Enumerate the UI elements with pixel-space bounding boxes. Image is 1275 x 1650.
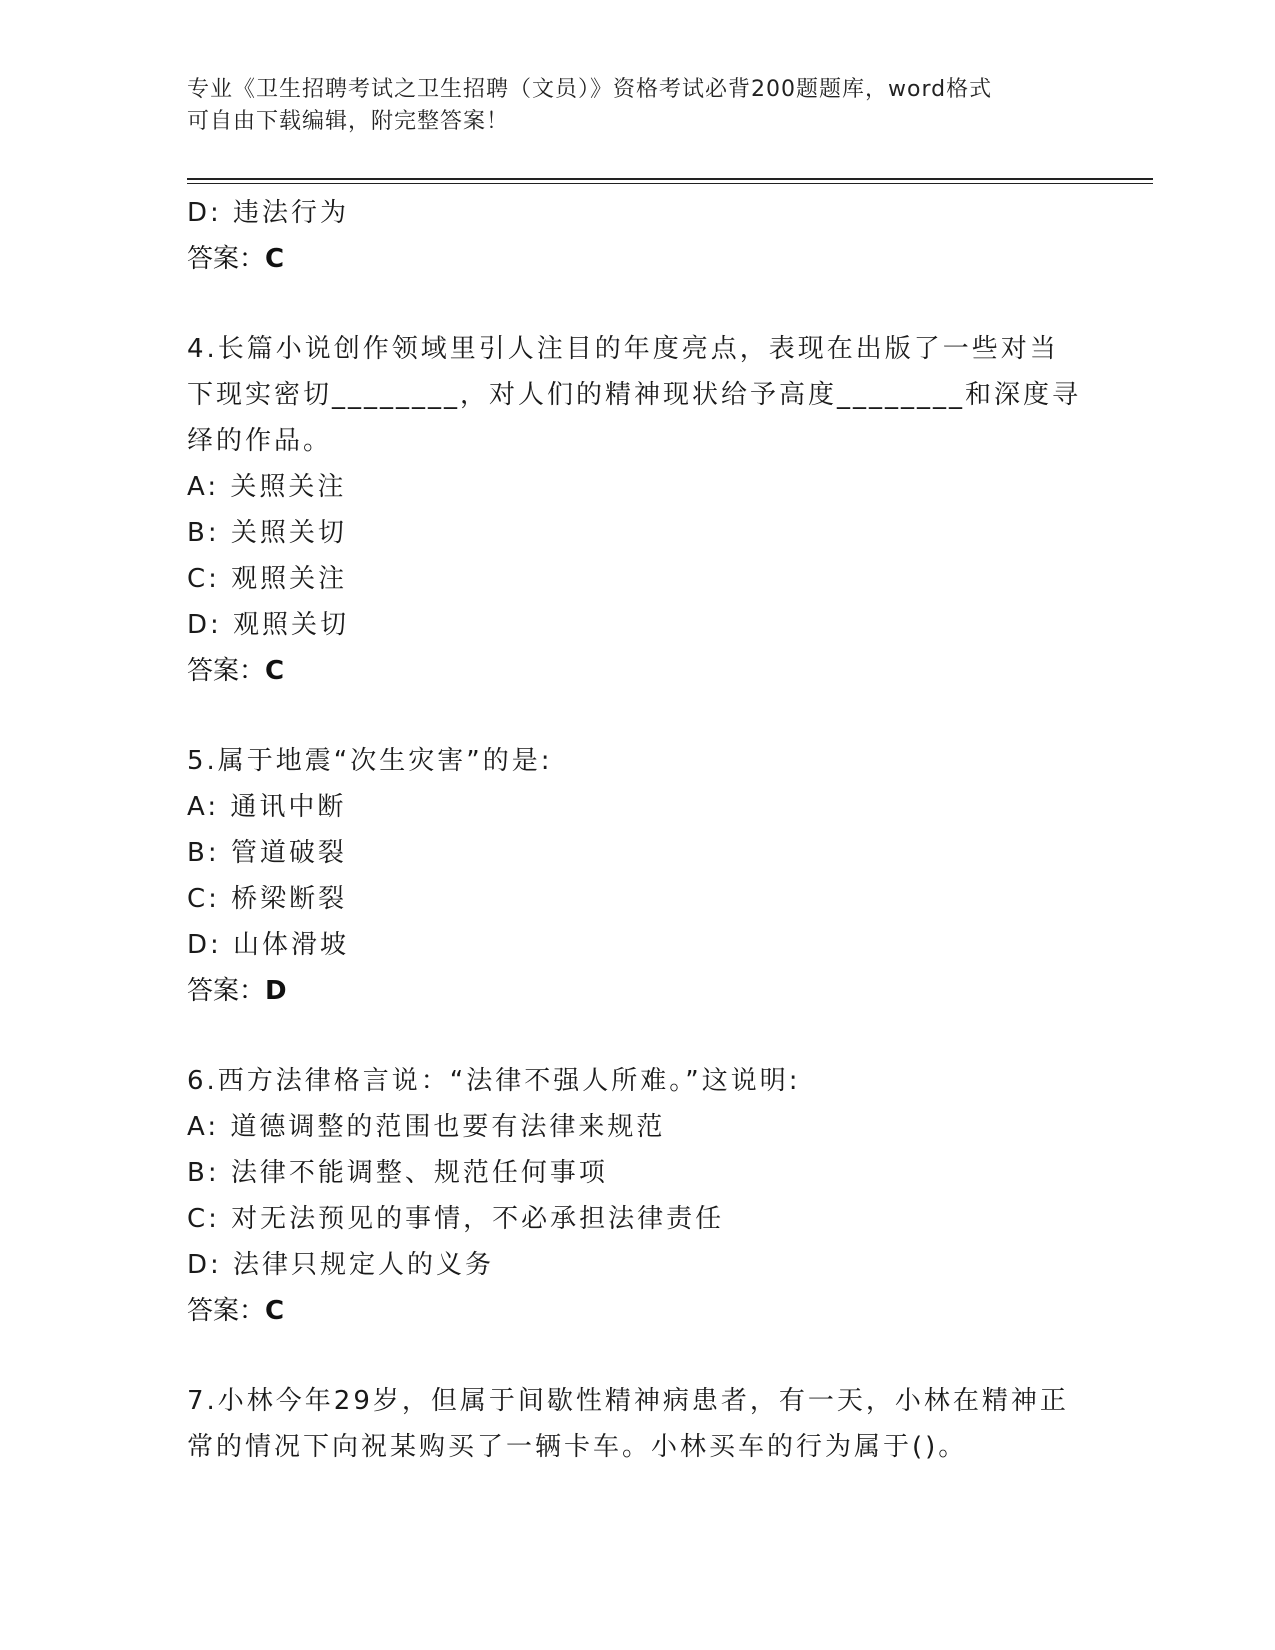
answer-line bbox=[187, 968, 1087, 1014]
answer-label: 答案： bbox=[187, 976, 266, 1006]
question-spacer bbox=[187, 694, 1087, 738]
option-d: D: 违法行为 bbox=[187, 198, 350, 228]
question-7 bbox=[187, 1378, 1087, 1470]
question-stem-line: 下现实密切________，对人们的精神现状给予高度________和深度寻 bbox=[187, 380, 1082, 410]
question-stem-line: 5.属于地震“次生灾害”的是: bbox=[187, 746, 553, 776]
option-b: B: 关照关切 bbox=[187, 518, 347, 548]
page-header bbox=[187, 74, 1067, 138]
question-spacer bbox=[187, 1014, 1087, 1058]
option-b: B: 管道破裂 bbox=[187, 838, 347, 868]
answer-label: 答案： bbox=[187, 244, 266, 274]
option-b: B: 法律不能调整、规范任何事项 bbox=[187, 1158, 608, 1188]
question-stem-line: 绎的作品。 bbox=[187, 426, 333, 456]
question-content bbox=[187, 190, 1087, 1470]
option-c: C: 对无法预见的事情，不必承担法律责任 bbox=[187, 1204, 725, 1234]
question-5 bbox=[187, 738, 1087, 1014]
header-divider-thick bbox=[187, 178, 1153, 180]
header-line-2: 可自由下载编辑，附完整答案！ bbox=[187, 109, 510, 134]
question-spacer bbox=[187, 1334, 1087, 1378]
option-a: A: 道德调整的范围也要有法律来规范 bbox=[187, 1112, 666, 1142]
answer-line bbox=[187, 1288, 1087, 1334]
option-d: D: 法律只规定人的义务 bbox=[187, 1250, 495, 1280]
question-stem-line: 4.长篇小说创作领域里引人注目的年度亮点，表现在出版了一些对当 bbox=[187, 334, 1059, 364]
answer-label: 答案： bbox=[187, 656, 266, 686]
answer-value: C bbox=[265, 1296, 285, 1326]
header-line-1: 专业《卫生招聘考试之卫生招聘（文员）》资格考试必背200题题库，word格式 bbox=[187, 77, 993, 102]
option-c: C: 桥梁断裂 bbox=[187, 884, 348, 914]
answer-value: D bbox=[265, 976, 287, 1006]
option-a: A: 关照关注 bbox=[187, 472, 347, 502]
option-c: C: 观照关注 bbox=[187, 564, 348, 594]
question-stem-line: 7.小林今年29岁，但属于间歇性精神病患者，有一天，小林在精神正 bbox=[187, 1386, 1069, 1416]
option-a: A: 通讯中断 bbox=[187, 792, 347, 822]
question-stem-line: 常的情况下向祝某购买了一辆卡车。小林买车的行为属于()。 bbox=[187, 1432, 968, 1462]
answer-value: C bbox=[265, 244, 285, 274]
answer-line bbox=[187, 648, 1087, 694]
answer-value: C bbox=[265, 656, 285, 686]
answer-label: 答案： bbox=[187, 1296, 266, 1326]
answer-line bbox=[187, 236, 1087, 282]
question-spacer bbox=[187, 282, 1087, 326]
option-d: D: 观照关切 bbox=[187, 610, 350, 640]
option-d: D: 山体滑坡 bbox=[187, 930, 350, 960]
question-4 bbox=[187, 326, 1087, 694]
question-stem-line: 6.西方法律格言说：“法律不强人所难。”这说明: bbox=[187, 1066, 801, 1096]
question-6 bbox=[187, 1058, 1087, 1334]
header-divider-thin bbox=[187, 183, 1153, 184]
